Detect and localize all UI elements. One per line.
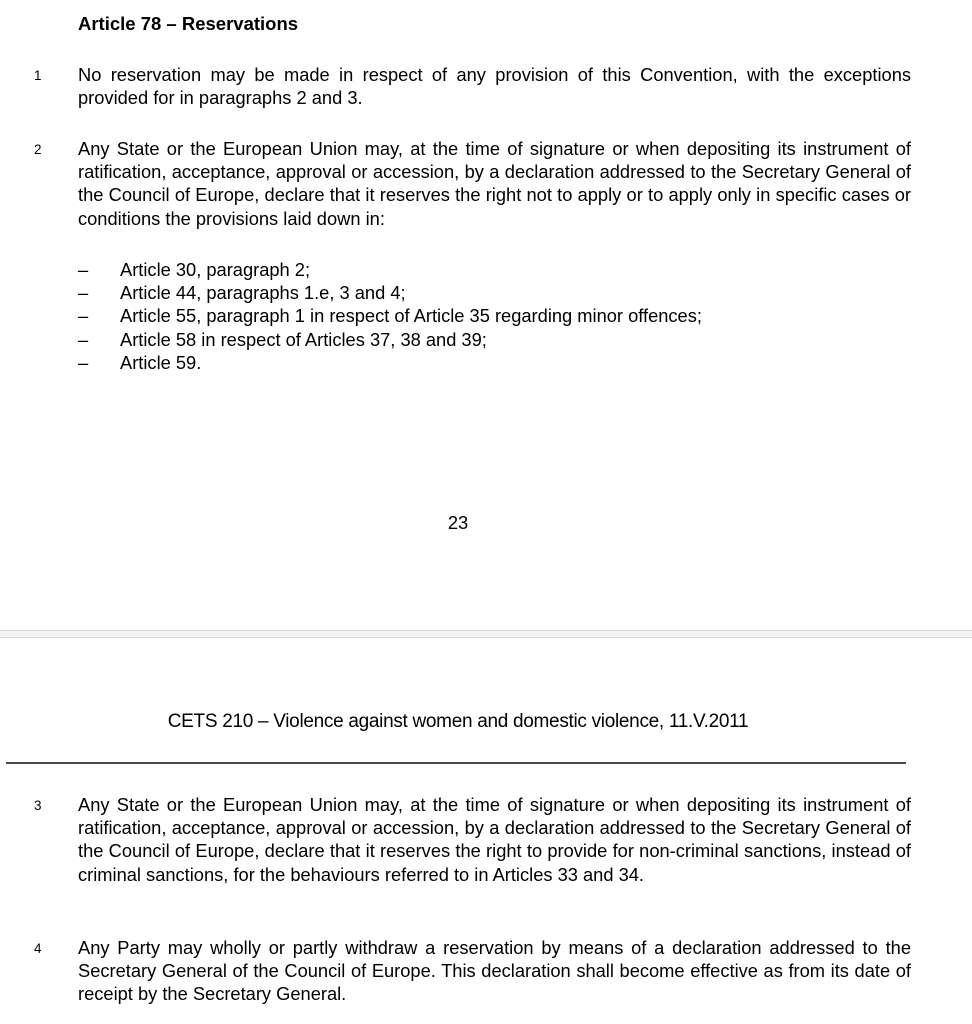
paragraph-text: Any State or the European Union may, at the time of signature or when depositing its instrument of ratification, acceptance, approval or accession, by a declaration addressed to the Secretary General of the Council of Europe, declare that it reserves the right to provide for non-criminal sanctions, instead of criminal sanctions, for the behaviours referred to in Articles 33 and 34. xyxy=(78,794,911,885)
dash-bullet-icon: – xyxy=(78,259,89,280)
dash-bullet-icon: – xyxy=(78,282,89,304)
provisions-list xyxy=(78,258,702,374)
list-item-text: Article 59. xyxy=(120,351,202,373)
list-item-text: Article 44, paragraphs 1.e, 3 and 4; xyxy=(120,282,406,304)
paragraph-number: 2 xyxy=(34,142,42,157)
page-number: 23 xyxy=(447,512,469,533)
list-item-text: Article 58 in respect of Articles 37, 38 and 39; xyxy=(120,328,487,350)
paragraph-text: No reservation may be made in respect of any provision of this Convention, with the exceptions provided for in paragraphs 2 and 3. xyxy=(78,64,911,109)
paragraph-text: Any Party may wholly or partly withdraw a reservation by means of a declaration addressed to the Secretary General of the Council of Europe. This declaration shall become effective as from its date of receipt by the Secretary General. xyxy=(78,937,911,1005)
paragraph-number: 1 xyxy=(34,68,42,83)
page-separator xyxy=(0,630,972,638)
list-item-text: Article 30, paragraph 2; xyxy=(120,259,311,280)
dash-bullet-icon: – xyxy=(78,328,89,350)
document-page-24 xyxy=(0,638,972,1024)
list-item-text: Article 55, paragraph 1 in respect of Article 35 regarding minor offences; xyxy=(120,305,702,327)
article-heading: Article 78 – Reservations xyxy=(78,13,299,34)
list-item xyxy=(78,258,702,281)
dash-bullet-icon: – xyxy=(78,351,89,373)
header-rule xyxy=(6,762,906,764)
paragraph-number: 4 xyxy=(34,941,42,956)
list-item xyxy=(78,351,702,374)
dash-bullet-icon: – xyxy=(78,305,89,327)
list-item xyxy=(78,328,702,351)
list-item xyxy=(78,281,702,304)
list-item xyxy=(78,304,702,327)
paragraph-text: Any State or the European Union may, at the time of signature or when depositing its instrument of ratification, acceptance, approval or accession, by a declaration addressed to the Secretary General of the Council of Europe, declare that it reserves the right not to apply or to apply only in specific cases or conditions the provisions laid down in: xyxy=(78,138,911,229)
paragraph-number: 3 xyxy=(34,798,42,813)
running-header: CETS 210 – Violence against women and domestic violence, 11.V.2011 xyxy=(167,711,749,732)
